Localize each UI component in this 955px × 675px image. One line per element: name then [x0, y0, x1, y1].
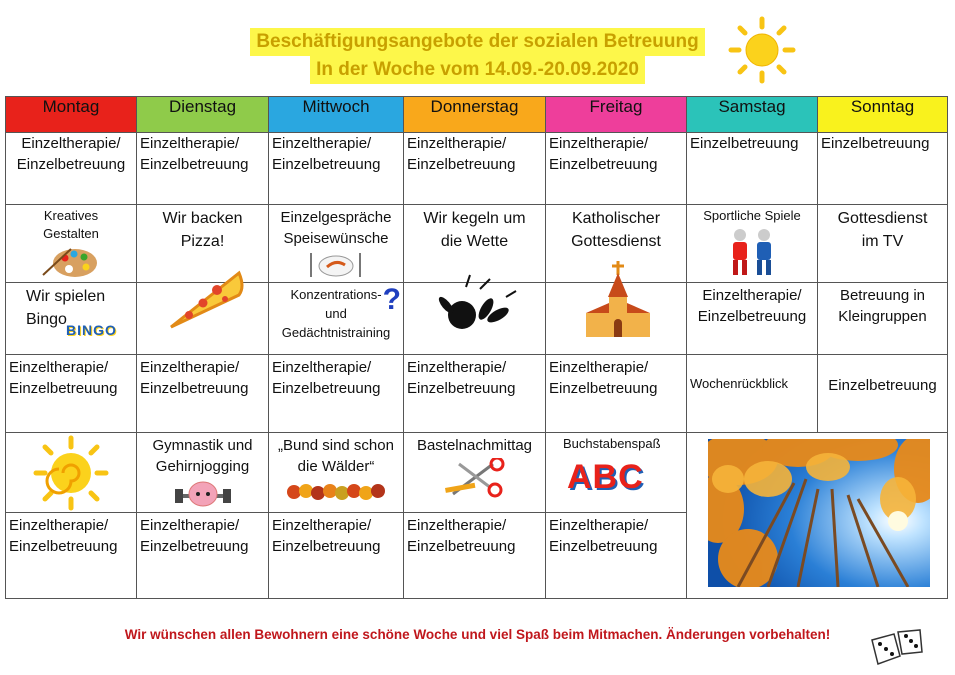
cell-text: Einzeltherapie/ Einzelbetreuung [549, 135, 658, 173]
cell-mo-5 [6, 433, 137, 513]
autumn-leaves-icon [286, 479, 386, 505]
bingo-balls-icon [66, 319, 117, 342]
cell-mo-2 [6, 205, 137, 283]
table-row [6, 133, 948, 205]
sun-icon [31, 435, 111, 511]
paint-palette-icon [41, 245, 101, 279]
cell-sa-3 [687, 283, 818, 355]
cell-fr-6 [546, 513, 687, 599]
autumn-forest-photo [708, 439, 930, 587]
cell-mi-2 [269, 205, 404, 283]
cell-di-3 [137, 283, 269, 355]
table-row [6, 355, 948, 433]
cell-text: „Bund sind schon die Wälder“ [278, 437, 394, 475]
cell-text: Wochenrückblick [690, 376, 789, 391]
cell-text: Konzentrations- und Gedächtnistraining [281, 287, 391, 340]
cell-text: Einzeltherapie/ Einzelbetreuung [407, 517, 516, 555]
cell-di-1 [137, 133, 269, 205]
pizza-icon [165, 265, 245, 331]
cell-text: Einzelbetreuung [690, 135, 799, 152]
cell-text: Einzeltherapie/ Einzelbetreuung [140, 135, 249, 173]
title-line-1: Beschäftigungsangebote der sozialen Betreuung [250, 28, 704, 56]
day-friday: Freitag [546, 97, 687, 133]
cell-di-6 [137, 513, 269, 599]
cell-text: Einzelbetreuung [828, 377, 937, 394]
cell-text: Einzeltherapie/ Einzelbetreuung [549, 517, 658, 555]
cell-text: Einzeltherapie/ Einzelbetreuung [697, 287, 807, 325]
cell-text: Einzeltherapie/ Einzelbetreuung [16, 135, 126, 173]
cell-text: Einzeltherapie/ Einzelbetreuung [140, 359, 249, 397]
cell-do-5 [404, 433, 546, 513]
scissors-pencil-icon [443, 458, 507, 498]
cell-text: Einzelgespräche Speisewünsche [280, 209, 392, 247]
cell-text: Wir spielen Bingo [26, 288, 106, 328]
cell-text: Gymnastik und Gehirnjogging [152, 437, 253, 475]
cell-mi-5 [269, 433, 404, 513]
cell-text: Wir kegeln um die Wette [423, 210, 526, 250]
cell-mi-1 [269, 133, 404, 205]
day-header-row [6, 97, 948, 133]
title-block [0, 28, 955, 84]
cell-so-2 [818, 205, 948, 283]
cell-mi-3 [269, 283, 404, 355]
day-saturday: Samstag [687, 97, 818, 133]
cell-fr-3 [546, 283, 687, 355]
cell-text: Katholischer Gottesdienst [571, 210, 661, 250]
cell-text: Kreatives Gestalten [43, 208, 99, 241]
table-row [6, 283, 948, 355]
bowling-icon [426, 269, 520, 335]
cell-do-4 [404, 355, 546, 433]
cell-do-3 [404, 283, 546, 355]
cell-text: Einzeltherapie/ Einzelbetreuung [140, 517, 249, 555]
cell-mi-6 [269, 513, 404, 599]
cell-text: Betreuung in Kleingruppen [838, 287, 927, 325]
sun-icon [728, 16, 796, 84]
cell-text: Einzeltherapie/ Einzelbetreuung [272, 517, 381, 555]
cell-mo-3 [6, 283, 137, 355]
cell-so-4 [818, 355, 948, 433]
cell-mo-4 [6, 355, 137, 433]
day-sunday: Sonntag [818, 97, 948, 133]
cell-text: Einzeltherapie/ Einzelbetreuung [407, 359, 516, 397]
day-monday: Montag [6, 97, 137, 133]
cell-text: Bastelnachmittag [416, 437, 533, 454]
cell-text: Einzeltherapie/ Einzelbetreuung [549, 359, 658, 397]
day-thursday: Donnerstag [404, 97, 546, 133]
cell-text: Einzelbetreuung [821, 135, 930, 152]
cell-sa-1 [687, 133, 818, 205]
cell-text: Einzeltherapie/ Einzelbetreuung [272, 135, 381, 173]
cell-text: Einzeltherapie/ Einzelbetreuung [9, 517, 118, 555]
day-wednesday: Mittwoch [269, 97, 404, 133]
cell-text: Einzeltherapie/ Einzelbetreuung [407, 135, 516, 173]
cell-text: Buchstabenspaß [563, 436, 661, 451]
title-line-2: In der Woche vom 14.09.-20.09.2020 [310, 56, 645, 84]
cell-fr-5 [546, 433, 687, 513]
cell-sa-4 [687, 355, 818, 433]
cell-fr-1 [546, 133, 687, 205]
abc-word: ABC [567, 458, 644, 496]
dice-icon [868, 626, 926, 670]
brain-dumbbell-icon [173, 479, 233, 511]
cell-fr-4 [546, 355, 687, 433]
abc-letters-icon [567, 459, 686, 495]
cell-text: Wir backen Pizza! [162, 210, 243, 250]
cell-so-1 [818, 133, 948, 205]
cell-di-5 [137, 433, 269, 513]
cell-do-1 [404, 133, 546, 205]
cell-text: Einzeltherapie/ Einzelbetreuung [272, 359, 381, 397]
cell-sa-2 [687, 205, 818, 283]
cell-mi-4 [269, 355, 404, 433]
footer-note: Wir wünschen allen Bewohnern eine schöne Woche und viel Spaß beim Mitmachen. Änderungen vorbehalten! [124, 627, 831, 642]
cell-text: Gottesdienst im TV [837, 210, 928, 250]
cell-text: Sportliche Spiele [703, 208, 801, 223]
cell-so-3 [818, 283, 948, 355]
day-tuesday: Dienstag [137, 97, 269, 133]
bingo-word: BINGO [66, 322, 117, 338]
cell-mo-6 [6, 513, 137, 599]
cell-do-6 [404, 513, 546, 599]
question-mark-icon: ? [382, 283, 401, 316]
seniors-exercise-icon [724, 227, 780, 277]
cell-text: Einzeltherapie/ Einzelbetreuung [9, 359, 118, 397]
church-icon [582, 261, 654, 339]
plate-cutlery-icon [303, 251, 369, 279]
cell-mo-1 [6, 133, 137, 205]
cell-di-4 [137, 355, 269, 433]
